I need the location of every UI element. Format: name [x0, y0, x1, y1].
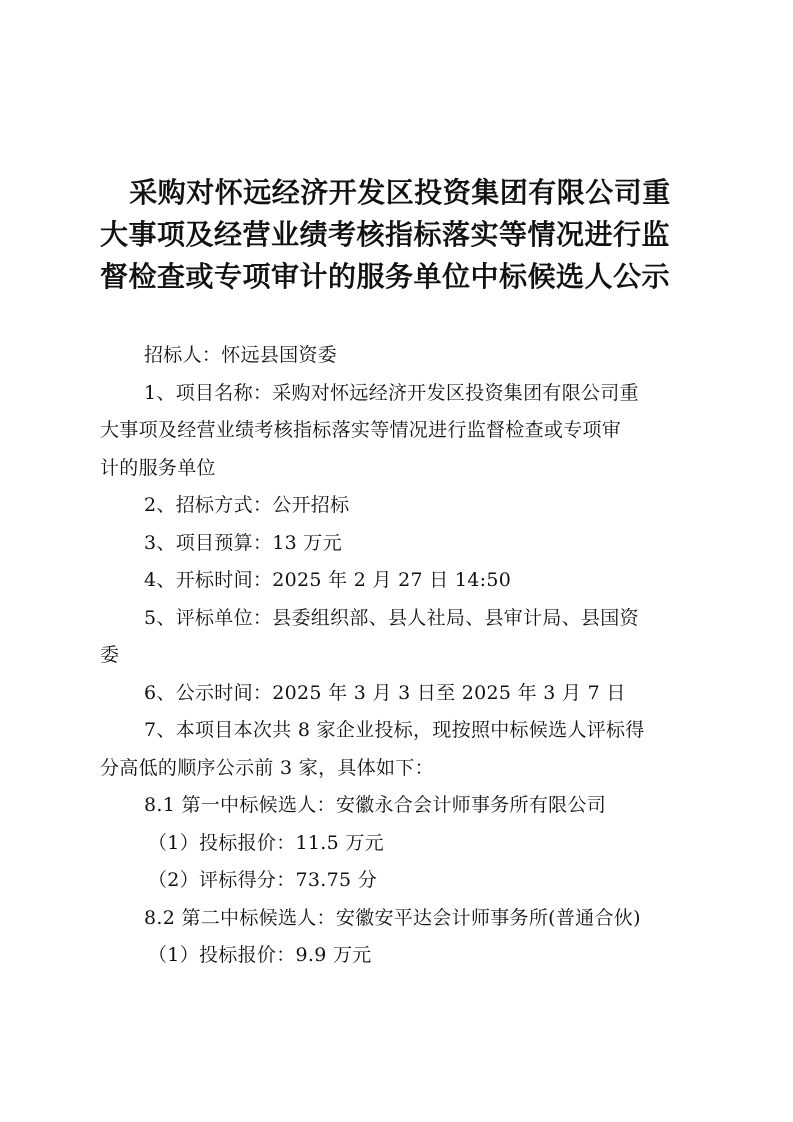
item-bidders-summary-cont: 分高低的顺序公示前 3 家，具体如下： [100, 756, 434, 779]
item-evaluation-units-cont: 委 [100, 644, 120, 666]
title-line: 督检查或专项审计的服务单位中标候选人公示 [100, 260, 671, 293]
candidate-1-price: （1）投标报价：11.5 万元 [148, 831, 384, 854]
document-body [100, 337, 700, 975]
candidate-2-heading: 8.2 第二中标候选人：安徽安平达会计师事务所(普通合伙) [144, 906, 641, 929]
item-publicity-time: 6、公示时间：2025 年 3 月 3 日至 2025 年 3 月 7 日 [144, 681, 626, 704]
item-budget: 3、项目预算：13 万元 [144, 531, 342, 554]
item-project-name-cont: 计的服务单位 [100, 456, 216, 479]
document-title [100, 172, 700, 298]
item-opening-time: 4、开标时间：2025 年 2 月 27 日 14:50 [144, 569, 512, 591]
item-project-name-cont: 大事项及经营业绩考核指标落实等情况进行监督检查或专项审 [100, 419, 622, 441]
title-line: 大事项及经营业绩考核指标落实等情况进行监 [100, 218, 671, 251]
tenderer-line: 招标人：怀远县国资委 [144, 344, 338, 366]
item-bidders-summary: 7、本项目本次共 8 家企业投标，现按照中标候选人评标得 [144, 719, 645, 741]
item-evaluation-units: 5、评标单位：县委组织部、县人社局、县审计局、县国资 [144, 606, 639, 629]
item-project-name: 1、项目名称：采购对怀远经济开发区投资集团有限公司重 [144, 381, 639, 404]
candidate-2-price: （1）投标报价：9.9 万元 [148, 944, 372, 966]
candidate-1-score: （2）评标得分：73.75 分 [148, 869, 378, 891]
title-line: 采购对怀远经济开发区投资集团有限公司重 [129, 176, 671, 209]
item-tender-method: 2、招标方式：公开招标 [144, 494, 350, 516]
candidate-1-heading: 8.1 第一中标候选人：安徽永合会计师事务所有限公司 [144, 794, 607, 816]
